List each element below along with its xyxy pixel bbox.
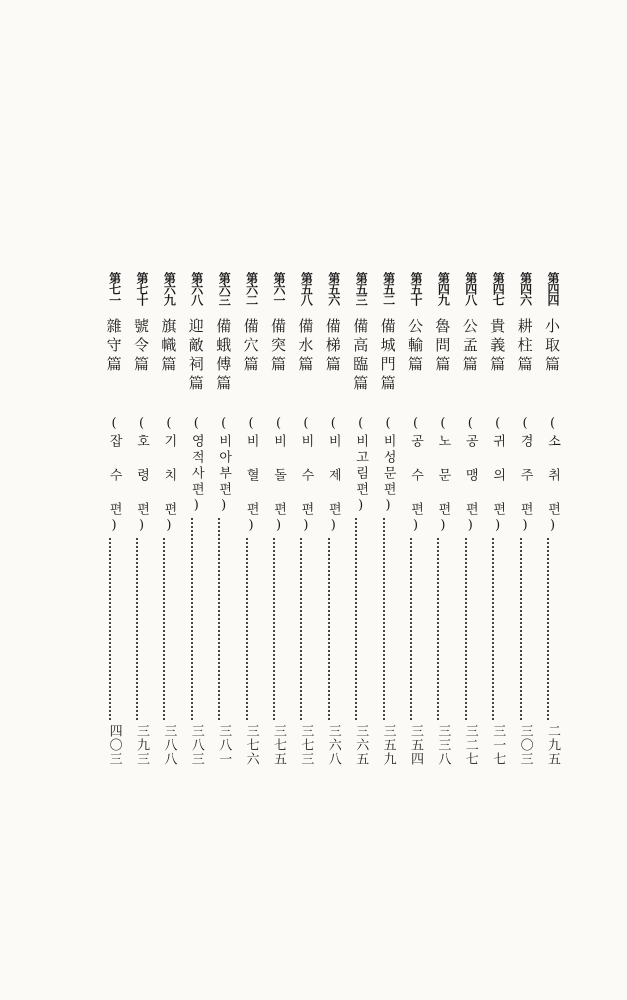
toc-entry-page: 三一七 [490, 724, 506, 766]
dot-leader [355, 518, 359, 720]
toc-entry [373, 272, 395, 772]
toc-entry [318, 272, 340, 772]
toc-entry-page: 三六八 [325, 724, 341, 766]
toc-entry-num: 第四九 [436, 272, 451, 305]
toc-entry-kor: (비 수 편) [298, 416, 314, 536]
toc-entry-page: 四〇三 [106, 724, 122, 766]
toc-entry [482, 272, 507, 772]
toc-entry-kor: (비아부편) [216, 416, 232, 516]
toc-entry-num: 第四七 [491, 272, 506, 305]
toc-entry-num: 第五三 [354, 272, 369, 305]
toc-entry [455, 272, 477, 772]
toc-entry-num: 第四八 [463, 272, 478, 305]
toc-entry [99, 272, 121, 772]
toc-entry-kor: (경 주 편) [517, 416, 533, 536]
toc-entry [181, 272, 203, 772]
toc-entry-num: 第七一 [107, 272, 122, 305]
toc-entry [263, 272, 285, 772]
toc-entry-title: 備穴篇 [241, 318, 260, 375]
toc-entry-title: 小取篇 [543, 318, 561, 375]
dot-leader [246, 538, 250, 720]
dot-leader [383, 518, 387, 720]
toc-entry-title: 魯問篇 [433, 318, 452, 375]
toc-entry-title: 備梯篇 [323, 318, 342, 375]
toc-entry-title: 備蛾傅篇 [214, 318, 233, 394]
toc-entry [236, 272, 258, 772]
toc-entry-page: 二九五 [545, 724, 560, 766]
toc-entry-page: 三七五 [271, 724, 286, 766]
toc-entry-page: 三二七 [462, 724, 478, 766]
toc-entry-num: 第七十 [135, 272, 149, 305]
toc-entry-num: 第四六 [518, 272, 533, 305]
toc-entry-num: 第四四 [546, 272, 560, 305]
dot-leader [273, 538, 277, 720]
dot-leader [191, 518, 195, 720]
toc-entry-page: 三五四 [408, 724, 423, 766]
toc-entry-title: 旗幟篇 [159, 318, 178, 375]
toc-entry-kor: (공 맹 편) [462, 416, 478, 536]
toc-entry-num: 第五六 [326, 272, 341, 305]
toc-entry-page: 三八三 [188, 724, 204, 766]
toc-entry-num: 第五八 [299, 272, 314, 305]
dot-leader [465, 538, 469, 720]
toc-entry-page: 三八一 [216, 724, 232, 766]
toc-entry-kor: (기 치 편) [161, 416, 177, 536]
toc-entry-kor: (비성문편) [380, 416, 396, 516]
toc-entry-title: 備水篇 [296, 318, 315, 375]
toc-entry-title: 備突篇 [269, 318, 287, 375]
toc-entry [126, 272, 148, 772]
toc-entry-title: 公孟篇 [460, 318, 479, 375]
dot-leader [328, 538, 332, 720]
toc-entry-title: 備城門篇 [378, 318, 397, 394]
dot-leader [437, 538, 441, 720]
toc-entry-num: 第五二 [381, 272, 396, 305]
toc-entry [208, 272, 233, 772]
toc-entry [153, 272, 178, 772]
toc-entry-title: 備高臨篇 [351, 318, 370, 394]
toc-entry-kor: (비 제 편) [325, 416, 341, 536]
toc-entry-kor: (공 수 편) [408, 416, 423, 536]
dot-leader [218, 518, 222, 720]
dot-leader [163, 538, 167, 720]
toc-entry-page: 三五九 [380, 724, 396, 766]
toc-entry-title: 公輸篇 [406, 318, 424, 375]
toc-entry-num: 第六九 [162, 272, 177, 305]
toc-entry-title: 號令篇 [132, 318, 150, 375]
dot-leader [300, 538, 304, 720]
dot-leader [520, 538, 524, 720]
toc-entry-num: 第六二 [244, 272, 259, 305]
toc-entry-kor: (비 돌 편) [271, 416, 286, 536]
toc-entry [510, 272, 532, 772]
toc-entry [427, 272, 452, 772]
toc-entry-title: 雜守篇 [104, 318, 123, 375]
toc-entry-num: 第六三 [217, 272, 232, 305]
toc-entry-kor: (비 혈 편) [243, 416, 259, 536]
toc-entry-page: 三九三 [134, 724, 149, 766]
toc-entry-page: 三〇三 [517, 724, 533, 766]
toc-entry-page: 三六五 [353, 724, 369, 766]
dot-leader [109, 538, 113, 720]
toc-entry [537, 272, 559, 772]
toc-entry-num: 第六八 [189, 272, 204, 305]
toc-entry-page: 三七三 [298, 724, 314, 766]
toc-entry-kor: (영적사편) [188, 416, 204, 516]
toc-entry-page: 三三八 [435, 724, 451, 766]
toc-entry-page: 三八八 [161, 724, 177, 766]
dot-leader [492, 538, 496, 720]
dot-leader [547, 538, 551, 720]
toc-entry-title: 迎敵祠篇 [186, 318, 205, 394]
toc-entry-kor: (소 취 편) [545, 416, 560, 536]
toc-entry-kor: (귀 의 편) [490, 416, 506, 536]
toc-entry-title: 貴義篇 [488, 318, 507, 375]
toc-entry-num: 第五十 [409, 272, 423, 305]
toc-entry [345, 272, 370, 772]
toc-entry-kor: (잡 수 편) [106, 416, 122, 536]
toc-entry-kor: (비고림편) [353, 416, 369, 516]
toc-entry-kor: (노 문 편) [435, 416, 451, 536]
toc-entry [400, 272, 422, 772]
toc-entry [290, 272, 315, 772]
toc-entry-page: 三七六 [243, 724, 259, 766]
dot-leader [410, 538, 414, 720]
dot-leader [136, 538, 140, 720]
toc-entry-num: 第六一 [272, 272, 286, 305]
toc-entry-kor: (호 령 편) [134, 416, 149, 536]
toc-entry-title: 耕柱篇 [515, 318, 534, 375]
